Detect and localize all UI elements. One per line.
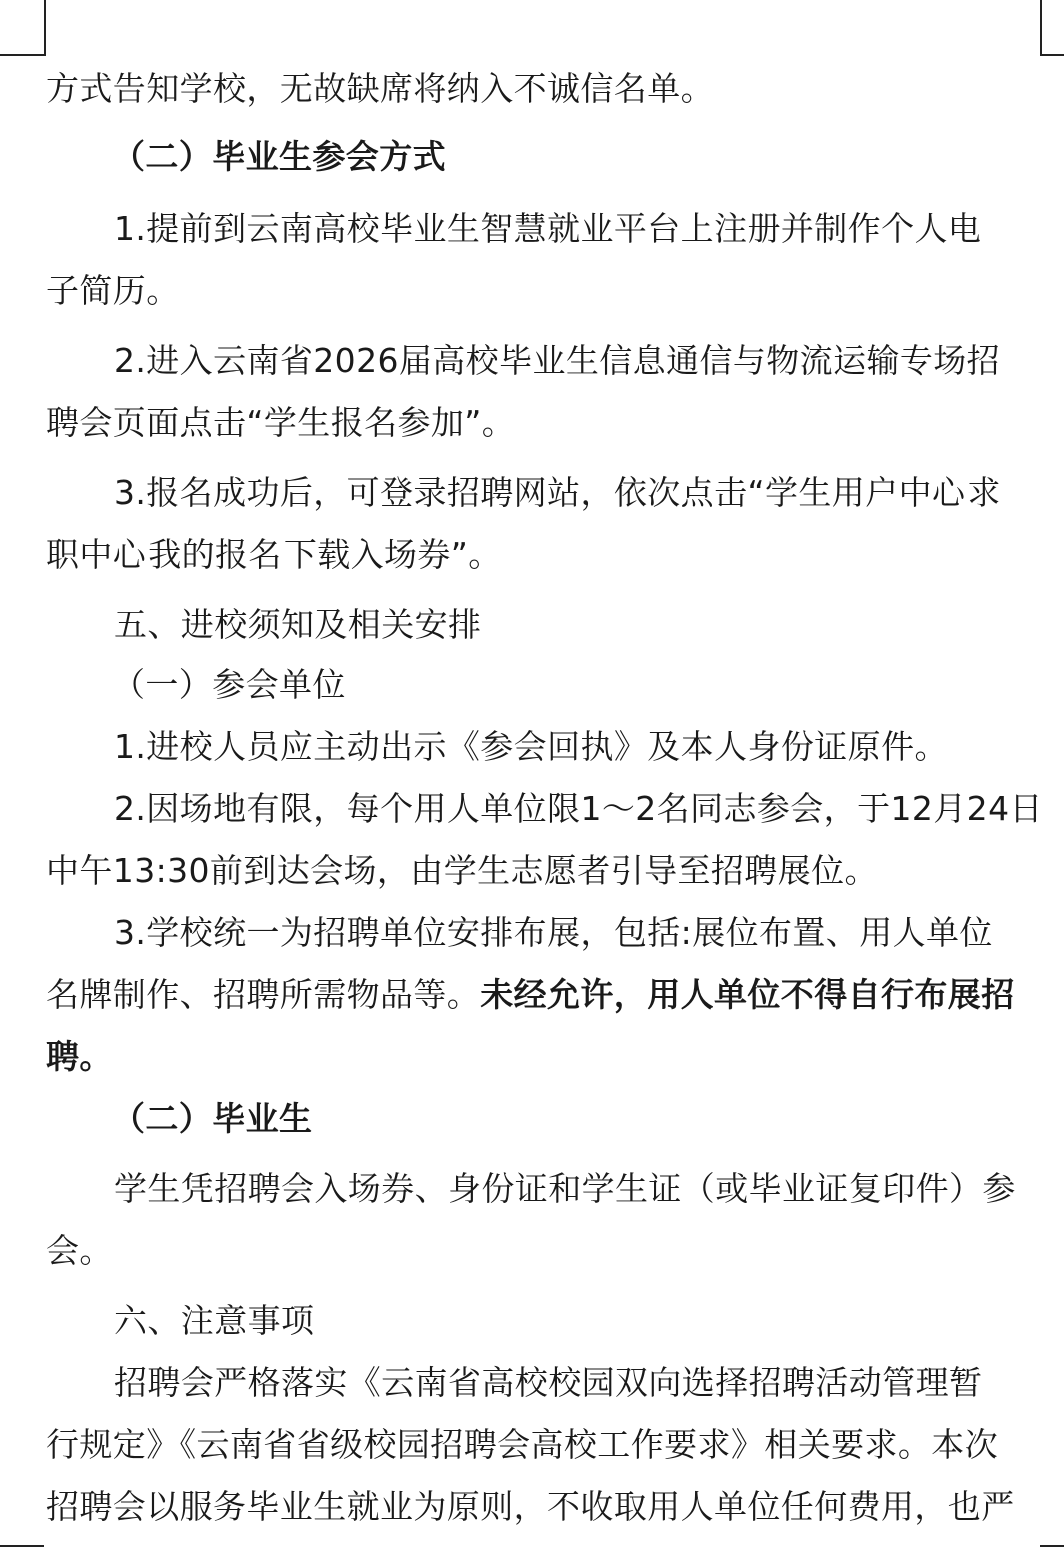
subsection-heading [0, 1096, 1064, 1142]
paragraph-line [0, 470, 1064, 520]
paragraph-line [0, 66, 1064, 112]
crop-mark-bottom-right-horizontal [1040, 1545, 1064, 1547]
line-text: 职中心 [46, 535, 147, 574]
line-text: 会。 [46, 1231, 113, 1270]
crop-mark-top-left-horizontal [0, 54, 44, 56]
line-text: 行规定》《云南省省级校园招聘会高校工作要求》相关要求。本次 [46, 1425, 999, 1464]
paragraph-line [0, 532, 1064, 582]
subsection-heading [0, 662, 1064, 708]
line-text: 子简历。 [46, 271, 180, 310]
paragraph-line [0, 268, 1064, 314]
paragraph-line [0, 972, 1064, 1018]
line-text: 下载入场券”。 [283, 535, 502, 574]
line-text: 2.进入云南省2026届高校毕业生信息通信与物流运输专场招 [114, 341, 1001, 380]
crop-mark-top-right-vertical [1040, 0, 1042, 56]
heading-text: 六、注意事项 [114, 1301, 315, 1340]
heading-text: （一）参会单位 [112, 665, 346, 704]
crop-mark-bottom-left-horizontal [0, 1545, 44, 1547]
line-text: 名牌制作、招聘所需物品等。 [46, 975, 481, 1014]
line-text: 求 [967, 473, 1001, 512]
line-text: 1.提前到云南高校毕业生智慧就业平台上注册并制作个人电 [114, 209, 982, 248]
crop-mark-top-right-horizontal [1040, 54, 1064, 56]
paragraph-line [0, 338, 1064, 384]
paragraph-line [0, 1484, 1064, 1530]
section-heading [0, 1298, 1064, 1344]
line-text: 招聘会以服务毕业生就业为原则，不收取用人单位任何费用，也严 [46, 1487, 1015, 1526]
paragraph-line [0, 400, 1064, 446]
paragraph-line [0, 1034, 1064, 1080]
line-text: 方式告知学校，无故缺席将纳入不诚信名单。 [46, 69, 714, 108]
paragraph-line [0, 786, 1064, 832]
crop-mark-top-left-vertical [44, 0, 46, 56]
heading-text: 五、进校须知及相关安排 [114, 605, 482, 644]
section-heading [0, 134, 1064, 180]
line-text: 学生凭招聘会入场券、身份证和学生证（或毕业证复印件）参 [114, 1169, 1016, 1208]
paragraph-line [0, 206, 1064, 252]
line-text: 招聘会严格落实《云南省高校校园双向选择招聘活动管理暂 [114, 1363, 983, 1402]
line-text: 1.进校人员应主动出示《参会回执》及本人身份证原件。 [114, 727, 948, 766]
line-text: 中午13:30前到达会场，由学生志愿者引导至招聘展位。 [46, 851, 878, 890]
emphasis-text: 聘。 [46, 1037, 113, 1076]
paragraph-line [0, 1228, 1064, 1274]
paragraph-line [0, 848, 1064, 894]
paragraph-line [0, 1422, 1064, 1468]
paragraph-line [0, 1360, 1064, 1406]
paragraph-line [0, 910, 1064, 956]
heading-text: （二）毕业生参会方式 [112, 137, 446, 176]
line-text: 聘会页面点击“学生报名参加”。 [46, 403, 516, 442]
line-text: 2.因场地有限，每个用人单位限1～2名同志参会，于12月24日 [114, 789, 1043, 828]
paragraph-line [0, 1166, 1064, 1212]
heading-text: （二）毕业生 [112, 1099, 313, 1138]
line-text: 3.学校统一为招聘单位安排布展，包括:展位布置、用人单位 [114, 913, 993, 952]
paragraph-line [0, 724, 1064, 770]
line-text: 3.报名成功后，可登录招聘网站，依次点击“学生用户中心 [114, 473, 966, 512]
emphasis-text: 未经允许，用人单位不得自行布展招 [480, 975, 1015, 1014]
section-heading [0, 602, 1064, 648]
line-text: 我的报名 [148, 535, 282, 574]
